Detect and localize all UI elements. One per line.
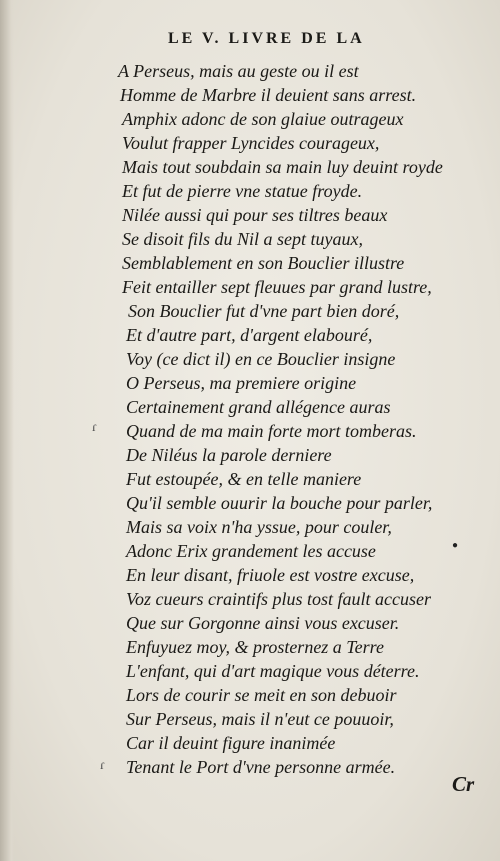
- page-gutter: [0, 0, 14, 861]
- verse-line: Car il deuint figure inanimée: [126, 733, 336, 753]
- verse-line: O Perseus, ma premiere origine: [126, 373, 357, 393]
- verse-line: Enfuyuez moy, & prosternez a Terre: [126, 637, 384, 657]
- verse-line: Qu'il semble ouurir la bouche pour parler,: [126, 493, 433, 513]
- verse-line: Et d'autre part, d'argent elabouré,: [126, 325, 373, 345]
- margin-dot: ●: [452, 540, 459, 551]
- running-header: LE V. LIVRE DE LA: [168, 30, 365, 47]
- verse-line: Voulut frapper Lyncides courageux,: [122, 133, 380, 153]
- verse-line: En leur disant, friuole est vostre excuse,: [126, 565, 415, 585]
- verse-line: Semblablement en son Bouclier illustre: [122, 253, 405, 273]
- verse-line: Son Bouclier fut d'vne part bien doré,: [128, 301, 400, 321]
- verse-line: Feit entailler sept fleuues par grand lustre,: [122, 277, 432, 297]
- margin-mark: ɾ: [92, 420, 97, 435]
- verse-line: Adonc Erix grandement les accuse: [126, 541, 376, 561]
- verse-line: Voz cueurs craintifs plus tost fault accuser: [126, 589, 431, 609]
- verse-line: Sur Perseus, mais il n'eut ce pouuoir,: [126, 709, 394, 729]
- verse-line: Amphix adonc de son glaiue outrageux: [122, 109, 404, 129]
- verse-line: Lors de courir se meit en son debuoir: [126, 685, 397, 705]
- verse-line: Se disoit fils du Nil a sept tuyaux,: [122, 229, 363, 249]
- verse-line: Mais sa voix n'ha yssue, pour couler,: [126, 517, 392, 537]
- margin-mark: ɾ: [100, 758, 105, 773]
- verse-line: L'enfant, qui d'art magique vous déterre.: [126, 661, 420, 681]
- verse-line: Certainement grand allégence auras: [126, 397, 391, 417]
- verse-line: De Niléus la parole derniere: [126, 445, 332, 465]
- verse-line: Homme de Marbre il deuient sans arrest.: [120, 85, 417, 105]
- verse-line: Et fut de pierre vne statue froyde.: [122, 181, 363, 201]
- verse-line: Mais tout soubdain sa main luy deuint royde: [122, 157, 443, 177]
- verse-line: Tenant le Port d'vne personne armée.: [126, 757, 396, 777]
- catchword: Cr: [452, 772, 475, 796]
- verse-line: Quand de ma main forte mort tomberas.: [126, 421, 417, 441]
- verse-line: Voy (ce dict il) en ce Bouclier insigne: [126, 349, 396, 369]
- verse-line: Que sur Gorgonne ainsi vous excuser.: [126, 613, 400, 633]
- verse-line: Fut estoupée, & en telle maniere: [126, 469, 362, 489]
- verse-line: A Perseus, mais au geste ou il est: [118, 61, 359, 81]
- verse-line: Nilée aussi qui pour ses tiltres beaux: [122, 205, 388, 225]
